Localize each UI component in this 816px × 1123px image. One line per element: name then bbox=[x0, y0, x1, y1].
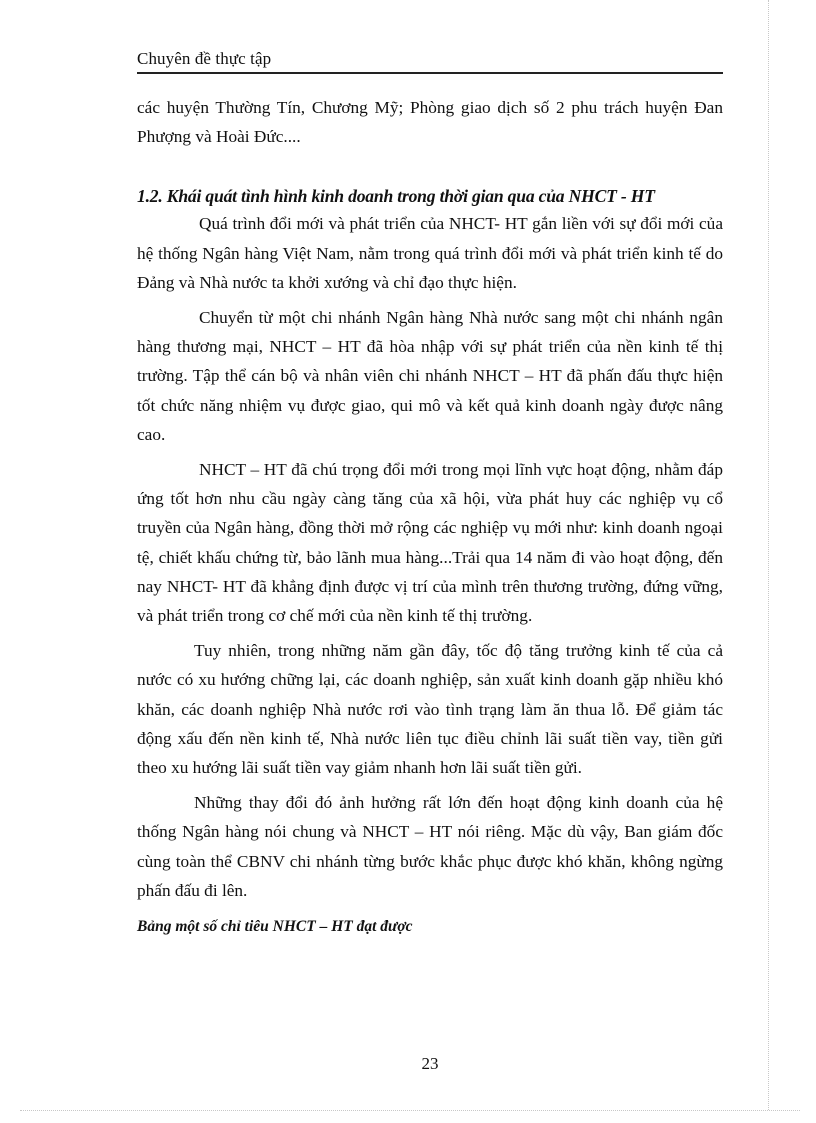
page-number: 23 bbox=[421, 1054, 439, 1073]
page-header bbox=[137, 48, 723, 74]
paragraph-3: NHCT – HT đã chú trọng đổi mới trong mọi lĩnh vực hoạt động, nhằm đáp ứng tốt hơn nhu cầu ngày càng tăng của xã hội, vừa phát huy các nghiệp vụ cổ truyền của Ngân hàng, đồng thời mở rộng các nghiệp vụ mới như: kinh doanh ngoại tệ, chiết khấu chứng từ, bảo lãnh mua hàng...Trải qua 14 năm đi vào hoạt động, đến nay NHCT- HT đã khẳng định được vị trí của mình trên thương trường, đứng vững, và phát triển trong cơ chế mới của nền kinh tế thị trường. bbox=[137, 460, 723, 626]
paragraph-5: Những thay đổi đó ảnh hưởng rất lớn đến hoạt động kinh doanh của hệ thống Ngân hàng nói chung và NHCT – HT nói riêng. Mặc dù vậy, Ban giám đốc cùng toàn thể CBNV chi nhánh từng bước khắc phục được khó khăn, không ngừng phấn đấu đi lên. bbox=[137, 793, 723, 900]
document-body bbox=[137, 93, 723, 939]
intro-paragraph: các huyện Thường Tín, Chương Mỹ; Phòng giao dịch số 2 phu trách huyện Đan Phượng và Hoài Đức.... bbox=[137, 98, 723, 147]
table-caption: Bảng một số chỉ tiêu NHCT – HT đạt được bbox=[137, 918, 413, 936]
page-border-bottom bbox=[20, 1110, 800, 1111]
paragraph-1: Quá trình đổi mới và phát triển của NHCT- HT gắn liền với sự đổi mới của hệ thống Ngân hàng Việt Nam, nằm trong quá trình đổi mới và phát triển kinh tế do Đảng và Nhà nước ta khởi xướng và chỉ đạo thực hiện. bbox=[137, 214, 723, 292]
paragraph-4: Tuy nhiên, trong những năm gần đây, tốc độ tăng trưởng kinh tế của cả nước có xu hướng chững lại, các doanh nghiệp, sản xuất kinh doanh gặp nhiều khó khăn, các doanh nghiệp Nhà nước rơi vào tình trạng làm ăn thua lỗ. Để giảm tác động xấu đến nền kinh tế, Nhà nước liên tục điều chỉnh lãi suất tiền vay, tiền gửi theo xu hướng lãi suất tiền vay giảm nhanh hơn lãi suất tiền gửi. bbox=[137, 641, 723, 778]
section-heading: 1.2. Khái quát tình hình kinh doanh trong thời gian qua của NHCT - HT bbox=[137, 186, 655, 207]
page-border-right bbox=[768, 0, 769, 1110]
paragraph-2: Chuyển từ một chi nhánh Ngân hàng Nhà nước sang một chi nhánh ngân hàng thương mại, NHCT – HT đã hòa nhập với sự phát triển của nền kinh tế thị trường. Tập thể cán bộ và nhân viên chi nhánh NHCT – HT đã phấn đấu thực hiện tốt chức năng nhiệm vụ được giao, qui mô và kết quả kinh doanh ngày được nâng cao. bbox=[137, 308, 723, 444]
header-title: Chuyên đề thực tập bbox=[137, 49, 272, 68]
